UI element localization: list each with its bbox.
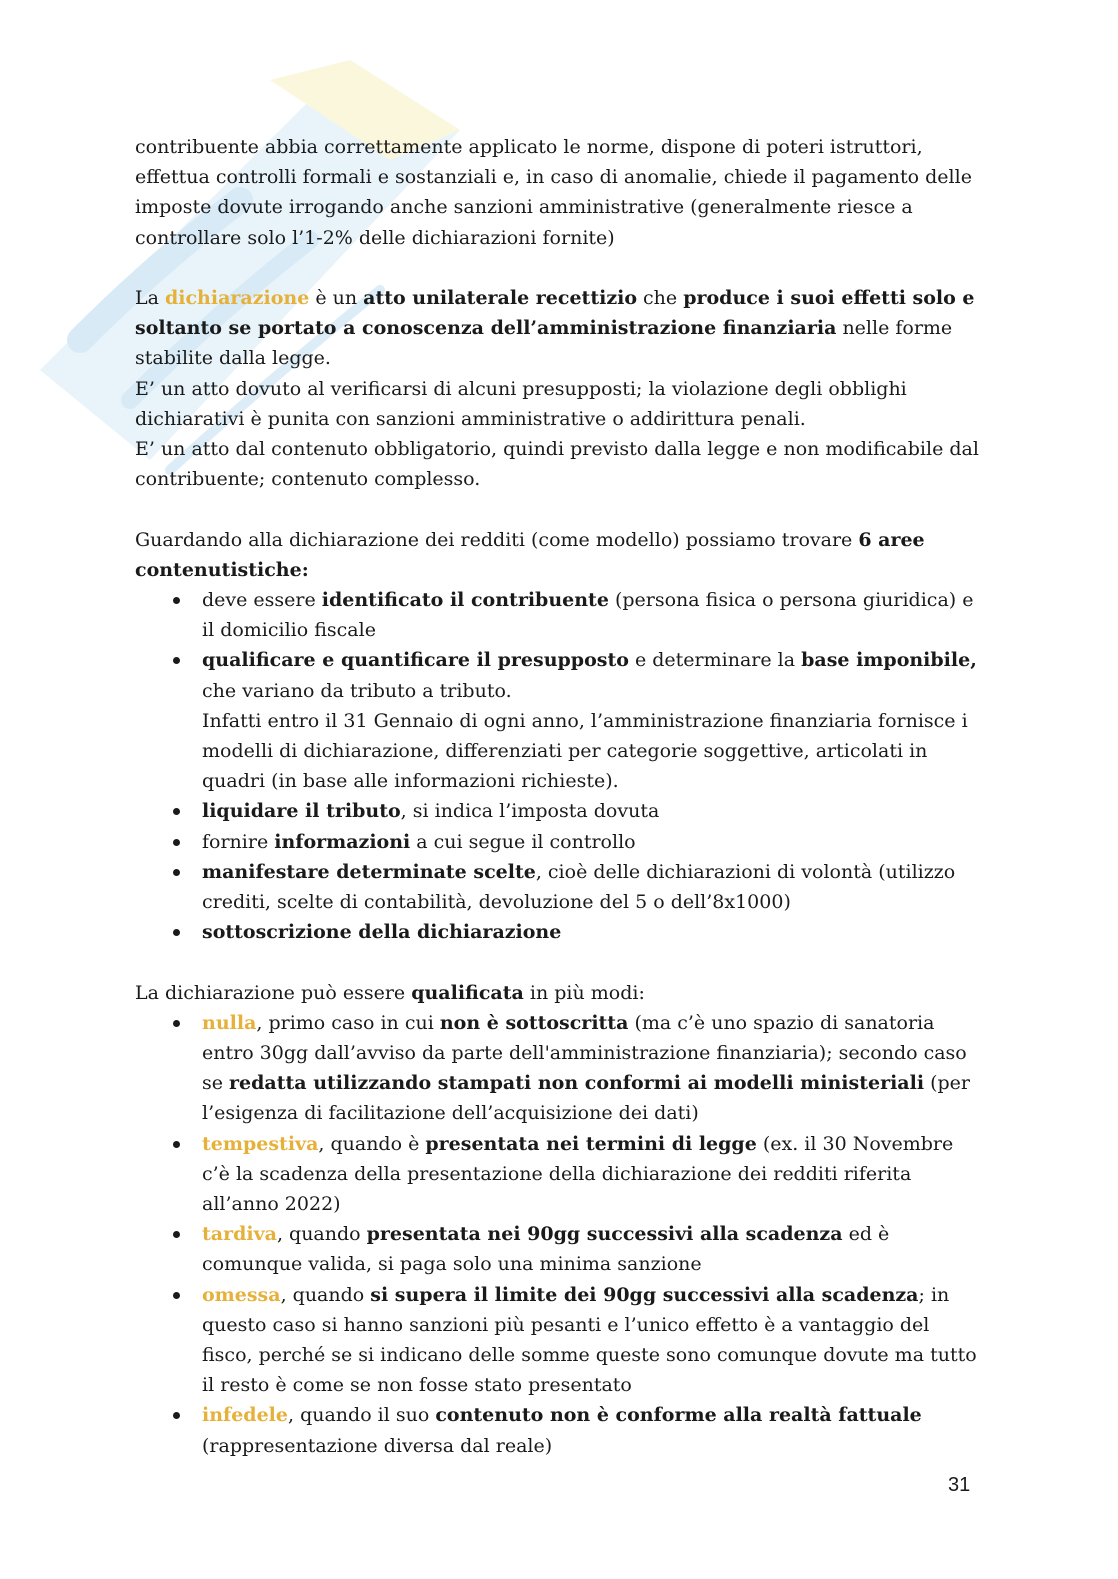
page-number: 31: [948, 1474, 971, 1496]
areas-intro: Guardando alla dichiarazione dei redditi (come modello) possiamo trovare 6 aree contenutistiche:: [135, 528, 925, 581]
term-dichiarazione: dichiarazione: [164, 287, 310, 309]
definition-paragraph: La dichiarazione è un atto unilaterale recettizio che produce i suoi effetti solo e soltanto se portato a conoscenza dell’amministrazione finanziaria nelle forme stabilite dalla legge.: [135, 287, 975, 370]
areas-list: [135, 585, 985, 947]
list-item: fornire informazioni a cui segue il controllo: [135, 827, 985, 857]
intro-paragraph: contribuente abbia correttamente applicato le norme, dispone di poteri istruttori, effettua controlli formali e sostanziali e, in caso di anomalie, chiede il pagamento delle imposte dovute irrogando anche sanzioni amministrative (generalmente riesce a controllare solo l’1-2% delle dichiarazioni fornite): [135, 136, 972, 249]
term-omessa: omessa: [202, 1283, 281, 1306]
term-nulla: nulla: [202, 1011, 257, 1034]
list-item: qualificare e quantificare il presupposto e determinare la base imponibile, che variano da tributo a tributo. Infatti entro il 31 Gennaio di ogni anno, l’amministrazione finanziaria fornisce i modelli di dichiarazione, differenziati per categorie soggettive, articolati in quadri (in base alle informazioni richieste).: [135, 645, 985, 796]
document-body: [135, 132, 985, 1461]
list-item: infedele, quando il suo contenuto non è conforme alla realtà fattuale (rappresentazione diversa dal reale): [135, 1400, 985, 1460]
list-item: deve essere identificato il contribuente (persona fisica o persona giuridica) e il domicilio fiscale: [135, 585, 985, 645]
list-item: sottoscrizione della dichiarazione: [135, 917, 985, 947]
term-infedele: infedele: [202, 1404, 288, 1427]
list-item: liquidare il tributo, si indica l’imposta dovuta: [135, 796, 985, 826]
term-tempestiva: tempestiva: [202, 1132, 319, 1155]
list-item: nulla, primo caso in cui non è sottoscritta (ma c’è uno spazio di sanatoria entro 30gg dall’avviso da parte dell'amministrazione finanziaria); secondo caso se redatta utilizzando stampati non conformi ai modelli ministeriali (per l’esigenza di facilitazione dell’acquisizione dei dati): [135, 1008, 985, 1129]
list-item: tardiva, quando presentata nei 90gg successivi alla scadenza ed è comunque valida, si paga solo una minima sanzione: [135, 1219, 985, 1279]
definition-content: E’ un atto dal contenuto obbligatorio, quindi previsto dalla legge e non modificabile dal contribuente; contenuto complesso.: [135, 438, 979, 491]
list-item: manifestare determinate scelte, cioè delle dichiarazioni di volontà (utilizzo crediti, scelte di contabilità, devoluzione del 5 o dell’8x1000): [135, 857, 985, 917]
term-tardiva: tardiva: [202, 1223, 277, 1246]
list-item: omessa, quando si supera il limite dei 90gg successivi alla scadenza; in questo caso si hanno sanzioni più pesanti e l’unico effetto è a vantaggio del fisco, perché se si indicano delle somme queste sono comunque dovute ma tutto il resto è come se non fosse stato presentato: [135, 1280, 985, 1401]
definition-obligation: E’ un atto dovuto al verificarsi di alcuni presupposti; la violazione degli obblighi dichiarativi è punita con sanzioni amministrative o addirittura penali.: [135, 377, 907, 430]
qualification-intro: La dichiarazione può essere qualificata in più modi:: [135, 981, 645, 1004]
qualification-list: [135, 1008, 985, 1461]
list-item: tempestiva, quando è presentata nei termini di legge (ex. il 30 Novembre c’è la scadenza della presentazione della dichiarazione dei redditi riferita all’anno 2022): [135, 1129, 985, 1220]
